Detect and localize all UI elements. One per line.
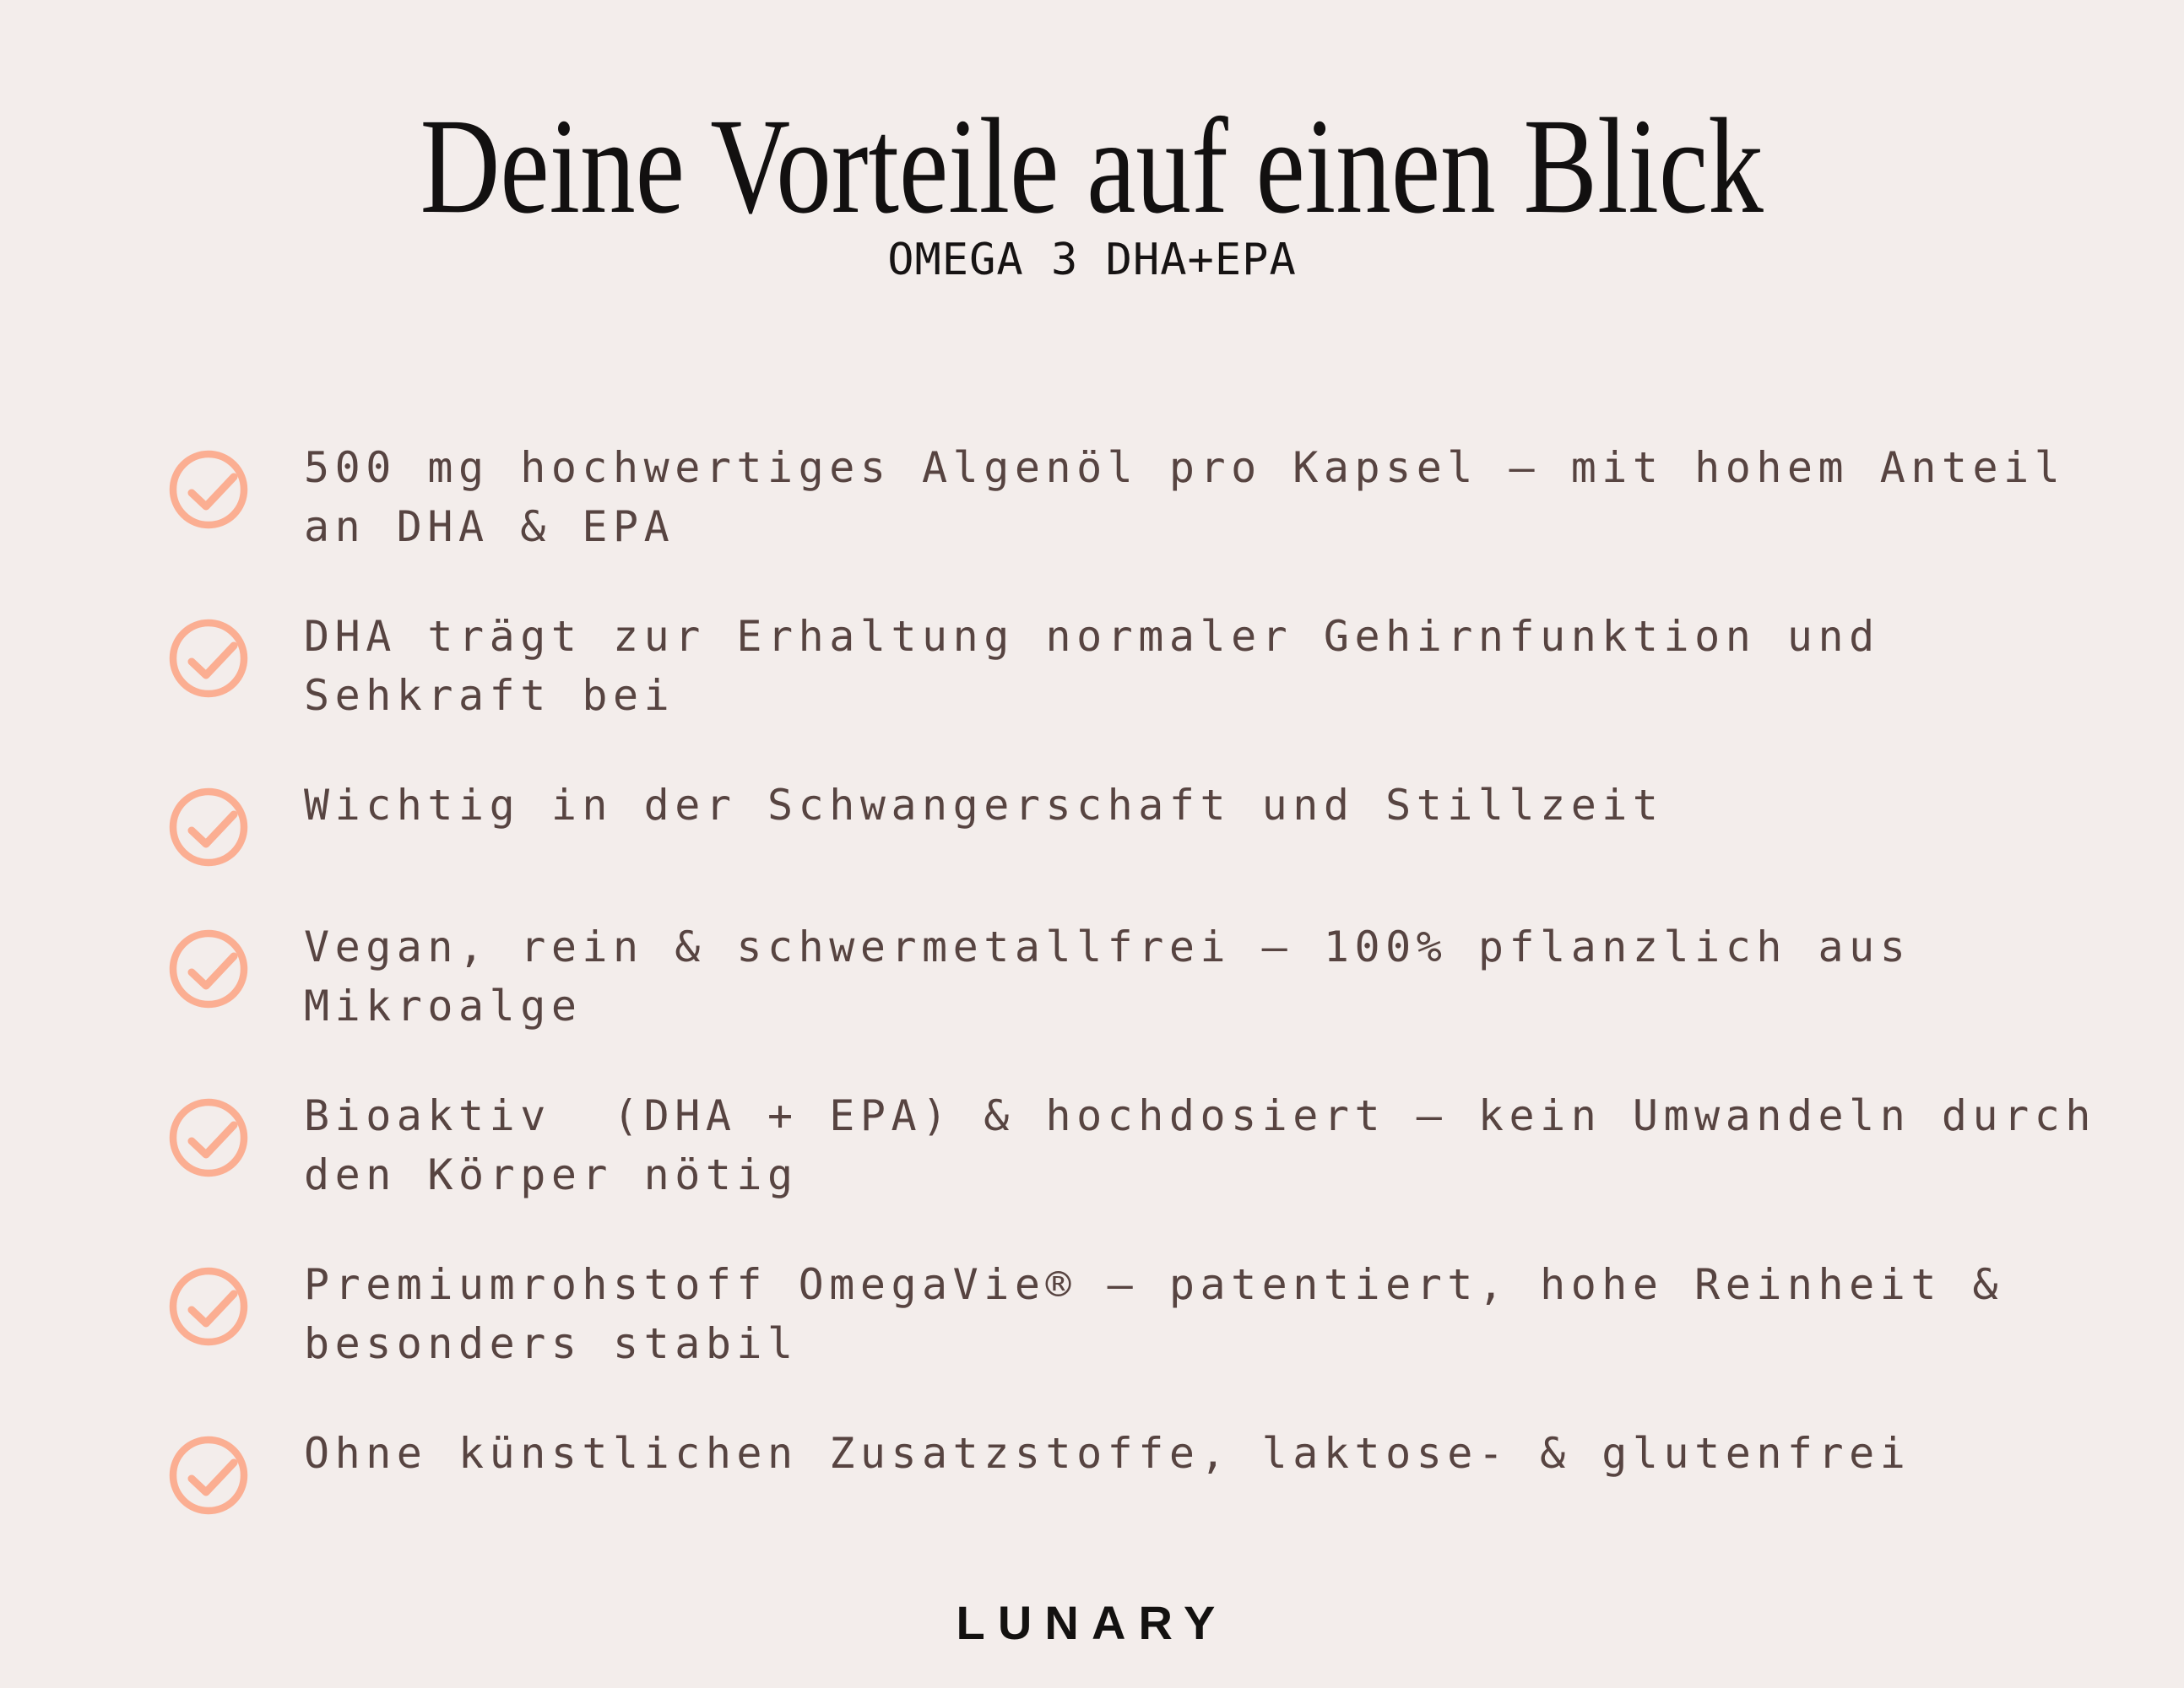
benefit-text: Premiumrohstoff OmegaVie® – patentiert, hohe Reinheit & besonders stabil (304, 1260, 2035, 1368)
check-circle-icon (169, 1267, 248, 1346)
list-item (169, 776, 2116, 867)
benefit-text: DHA trägt zur Erhaltung normaler Gehirnfunktion und Sehkraft bei (304, 612, 1911, 720)
list-item (169, 607, 2116, 725)
benefits-list (169, 438, 2127, 1566)
list-item (169, 1086, 2127, 1204)
page-subtitle: OMEGA 3 DHA+EPA (887, 235, 1297, 285)
benefit-text: Wichtig in der Schwangerschaft und Stillzeit (304, 781, 1664, 830)
check-circle-icon (169, 1098, 248, 1177)
brand-logo: LUNARY (956, 1596, 1228, 1649)
check-circle-icon (169, 619, 248, 698)
list-item (169, 438, 2116, 556)
check-circle-icon (169, 1436, 248, 1515)
benefit-text: 500 mg hochwertiges Algenöl pro Kapsel – mit hohem Anteil an DHA & EPA (304, 443, 2096, 551)
check-circle-icon (169, 450, 248, 529)
benefit-text: Ohne künstlichen Zusatzstoffe, laktose- & glutenfrei (304, 1429, 1911, 1478)
check-circle-icon (169, 787, 248, 867)
list-item (169, 917, 2116, 1036)
benefit-text: Bioaktiv (DHA + EPA) & hochdosiert – kein Umwandeln durch den Körper nötig (304, 1091, 2127, 1199)
list-item (169, 1424, 2116, 1515)
check-circle-icon (169, 929, 248, 1009)
page-title: Deine Vorteile auf einen Blick (420, 91, 1764, 242)
benefit-text: Vegan, rein & schwermetallfrei – 100% pflanzlich aus Mikroalge (304, 922, 1942, 1031)
list-item (169, 1255, 2116, 1373)
